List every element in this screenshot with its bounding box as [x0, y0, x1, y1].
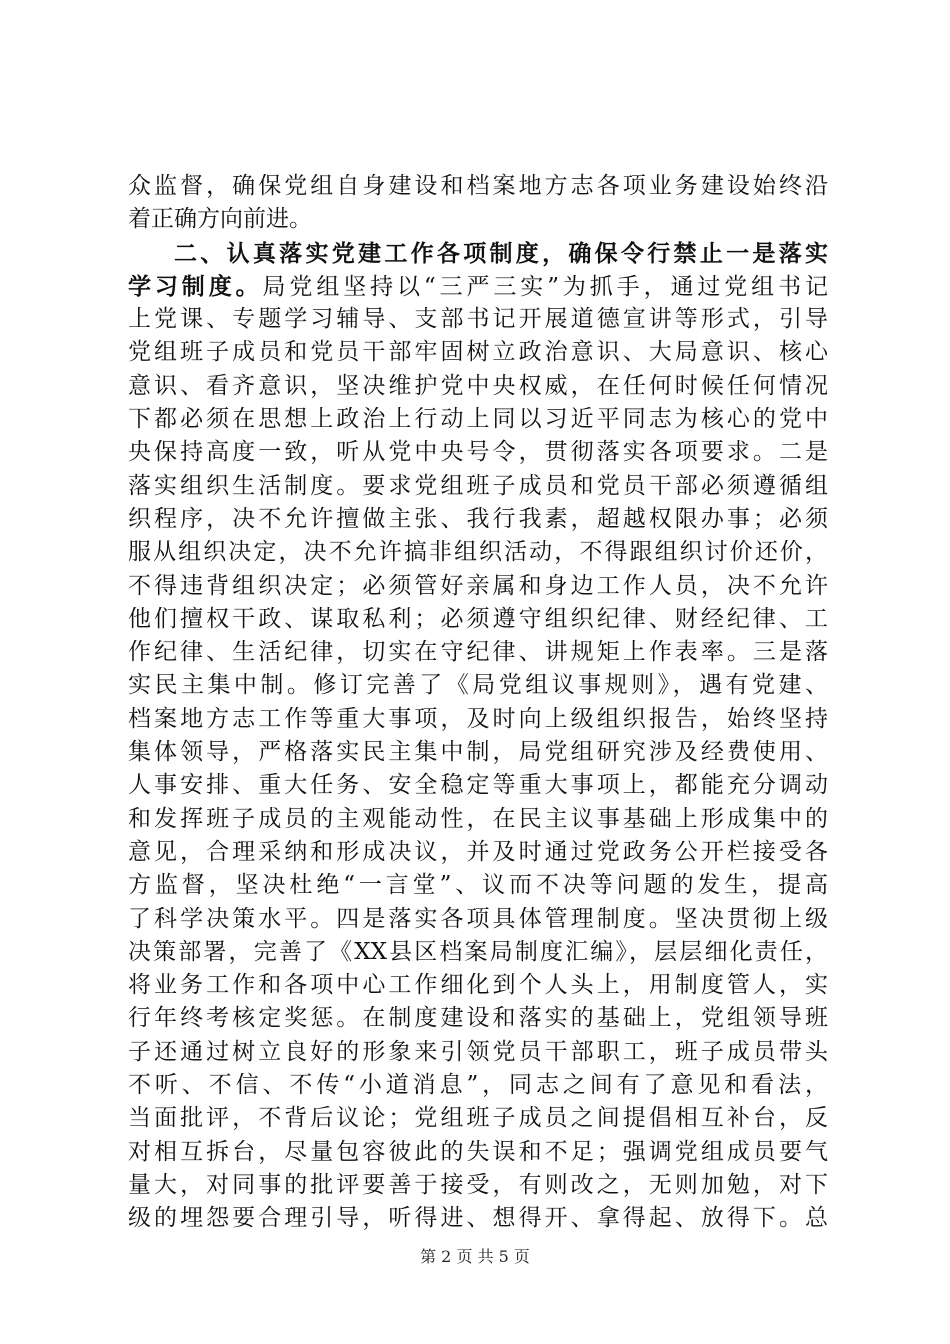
paragraph-line: 对相互拆台，尽量包容彼此的失误和不足；强调党组成员要气: [128, 1138, 828, 1165]
paragraph-line: 服从组织决定，决不允许搞非组织活动，不得跟组织讨价还价，: [128, 539, 828, 566]
paragraph-line: 众监督，确保党组自身建设和档案地方志各项业务建设始终沿: [128, 173, 828, 199]
paragraph-line: 子还通过树立良好的形象来引领党员干部职工，班子成员带头: [128, 1038, 828, 1065]
paragraph-line: 着正确方向前进。: [128, 206, 312, 233]
paragraph-line: 织程序，决不允许擅做主张、我行我素，超越权限办事；必须: [128, 505, 828, 532]
paragraph-line: 作纪律、生活纪律，切实在守纪律、讲规矩上作表率。三是落: [128, 639, 828, 666]
paragraph-line: 上党课、专题学习辅导、支部书记开展道德宣讲等形式，引导: [128, 306, 828, 333]
paragraph-line: 意见，合理采纳和形成决议，并及时通过党政务公开栏接受各: [128, 838, 828, 865]
paragraph-line: 量大，对同事的批评要善于接受，有则改之，无则加勉，对下: [128, 1171, 828, 1198]
section-heading-continuation: 学习制度。: [128, 272, 263, 300]
paragraph-line: 决策部署，完善了《XX县区档案局制度汇编》，层层细化责任，: [128, 938, 828, 965]
paragraph-line: 他们擅权干政、谋取私利；必须遵守组织纪律、财经纪律、工: [128, 605, 828, 632]
document-body: [128, 170, 828, 1236]
paragraph-line: 不听、不信、不传“小道消息”，同志之间有了意见和看法，: [128, 1072, 828, 1099]
page-footer: 第 2 页 共 5 页: [420, 1247, 530, 1266]
paragraph-line: [128, 270, 828, 303]
paragraph-line: 下都必须在思想上政治上行动上同以习近平同志为核心的党中: [128, 406, 828, 433]
section-heading: [128, 237, 828, 270]
paragraph-line: 了科学决策水平。四是落实各项具体管理制度。坚决贯彻上级: [128, 905, 828, 932]
paragraph-line: 和发挥班子成员的主观能动性，在民主议事基础上形成集中的: [128, 805, 828, 832]
paragraph-line: 方监督，坚决杜绝“一言堂”、议而不决等问题的发生，提高: [128, 872, 828, 899]
paragraph-line: 档案地方志工作等重大事项，及时向上级组织报告，始终坚持: [128, 705, 828, 732]
paragraph-line: 央保持高度一致，听从党中央号令，贯彻落实各项要求。二是: [128, 439, 828, 466]
paragraph-body: [128, 303, 828, 1235]
paragraph-text: 局党组坚持以“三严三实”为抓手，通过党组书记: [262, 273, 828, 300]
paragraph-line: 实民主集中制。修订完善了《局党组议事规则》，遇有党建、: [128, 672, 828, 699]
section-heading-text: 二、认真落实党建工作各项制度，确保令行禁止一是落实: [174, 239, 828, 267]
paragraph-line: 人事安排、重大任务、安全稳定等重大事项上，都能充分调动: [128, 772, 828, 799]
paragraph-line: 行年终考核定奖惩。在制度建设和落实的基础上，党组领导班: [128, 1005, 828, 1032]
paragraph-line: 当面批评，不背后议论；党组班子成员之间提倡相互补台，反: [128, 1105, 828, 1132]
paragraph-line: 级的埋怨要合理引导，听得进、想得开、拿得起、放得下。总: [128, 1205, 828, 1232]
paragraph-line: 党组班子成员和党员干部牢固树立政治意识、大局意识、核心: [128, 339, 828, 366]
paragraph-line: 不得违背组织决定；必须管好亲属和身边工作人员，决不允许: [128, 572, 828, 599]
paragraph-line: 将业务工作和各项中心工作细化到个人头上，用制度管人，实: [128, 972, 828, 999]
paragraph-line: 意识、看齐意识，坚决维护党中央权威，在任何时候任何情况: [128, 372, 828, 399]
paragraph-line: 落实组织生活制度。要求党组班子成员和党员干部必须遵循组: [128, 472, 828, 499]
paragraph-line: 集体领导，严格落实民主集中制，局党组研究涉及经费使用、: [128, 739, 828, 766]
